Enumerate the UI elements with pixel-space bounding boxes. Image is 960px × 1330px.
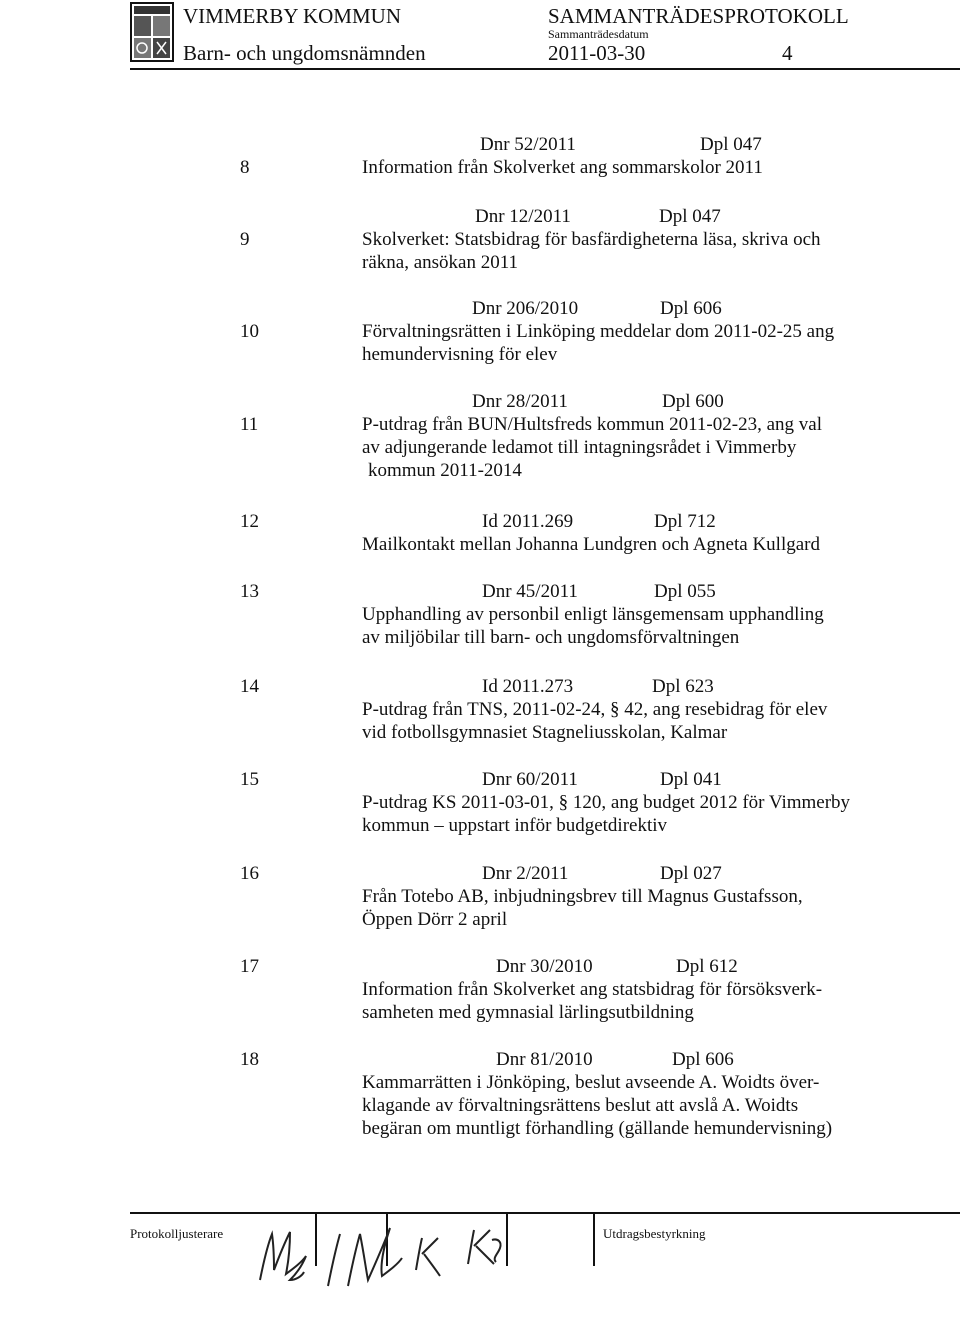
municipality-name: VIMMERBY KOMMUN	[183, 4, 401, 28]
list-item	[240, 675, 900, 744]
entry-dpl: Dpl 041	[660, 769, 722, 790]
signature-divider	[506, 1214, 508, 1266]
list-item	[240, 390, 900, 482]
entry-number: 16	[240, 863, 259, 884]
entry-line: av miljöbilar till barn- och ungdomsförvaltningen	[362, 627, 740, 648]
entry-number: 11	[240, 414, 259, 435]
signature-mark	[250, 1214, 312, 1290]
list-item	[240, 1048, 900, 1140]
entry-line: Kammarrätten i Jönköping, beslut avseende A. Woidts över-	[362, 1072, 820, 1093]
list-item	[240, 580, 900, 649]
list-item	[240, 156, 900, 179]
entry-line: Från Totebo AB, inbjudningsbrev till Magnus Gustafsson,	[362, 886, 803, 907]
entry-line: P-utdrag KS 2011-03-01, § 120, ang budget 2012 för Vimmerby	[362, 792, 851, 813]
entry-line: av adjungerande ledamot till intagningsrådet i Vimmerby	[362, 437, 797, 458]
entry-line: begäran om muntligt förhandling (gällande hemundervisning)	[362, 1118, 833, 1139]
entry-dpl: Dpl 055	[654, 581, 716, 602]
entry-line: Skolverket: Statsbidrag för basfärdigheterna läsa, skriva och	[362, 229, 821, 250]
entry-line: Upphandling av personbil enligt länsgemensam upphandling	[362, 604, 824, 625]
list-item	[240, 133, 900, 156]
entry-number: 9	[240, 229, 250, 250]
entry-line: Information från Skolverket ang sommarskolor 2011	[362, 157, 763, 178]
entry-dnr: Dnr 81/2010	[496, 1049, 593, 1070]
entry-line: P-utdrag från BUN/Hultsfreds kommun 2011-02-23, ang val	[362, 414, 822, 435]
entry-dpl: Dpl 047	[659, 206, 721, 227]
entry-dnr: Dnr 52/2011	[480, 134, 576, 155]
entry-line: klagande av förvaltningsrättens beslut att avslå A. Woidts	[362, 1095, 799, 1116]
entry-id: Id 2011.273	[482, 676, 574, 697]
entry-number: 17	[240, 956, 259, 977]
entry-dnr: Dnr 30/2010	[496, 956, 593, 977]
entry-line: hemundervisning för elev	[362, 344, 558, 365]
page-number: 4	[782, 41, 793, 65]
document-type: SAMMANTRÄDESPROTOKOLL	[548, 4, 849, 28]
entry-number: 18	[240, 1049, 259, 1070]
entry-number: 10	[240, 321, 259, 342]
list-item	[240, 862, 900, 931]
entry-dnr: Dnr 12/2011	[475, 206, 571, 227]
list-item	[240, 955, 900, 1024]
entry-dpl: Dpl 606	[660, 298, 722, 319]
entry-dnr: Dnr 28/2011	[472, 391, 568, 412]
entry-dpl: Dpl 027	[660, 863, 722, 884]
signature-mark	[320, 1214, 460, 1294]
list-item	[240, 510, 900, 556]
entry-line: samheten med gymnasial lärlingsutbildning	[362, 1002, 694, 1023]
entry-line: Öppen Dörr 2 april	[362, 909, 508, 930]
entry-line: P-utdrag från TNS, 2011-02-24, § 42, ang resebidrag för elev	[362, 699, 828, 720]
footer-left-label: Protokolljusterare	[130, 1226, 224, 1241]
entry-dpl: Dpl 623	[652, 676, 714, 697]
entry-dpl: Dpl 047	[700, 134, 762, 155]
entry-dpl: Dpl 712	[654, 511, 716, 532]
committee-name: Barn- och ungdomsnämnden	[183, 41, 426, 65]
entry-number: 14	[240, 676, 259, 697]
list-item	[240, 205, 900, 274]
entry-number: 13	[240, 581, 259, 602]
meeting-date: 2011-03-30	[548, 41, 646, 65]
signature-mark	[462, 1222, 506, 1268]
municipal-crest-icon	[130, 2, 174, 62]
entry-number: 15	[240, 769, 259, 790]
entry-dnr: Dnr 206/2010	[472, 298, 579, 319]
entry-dpl: Dpl 600	[662, 391, 724, 412]
entry-dnr: Dnr 60/2011	[482, 769, 578, 790]
entry-number: 8	[240, 157, 250, 178]
entry-id: Id 2011.269	[482, 511, 574, 532]
entry-line: kommun – uppstart inför budgetdirektiv	[362, 815, 668, 836]
signature-divider	[315, 1214, 317, 1266]
entry-number: 12	[240, 511, 259, 532]
entry-line: Information från Skolverket ang statsbidrag för försöksverk-	[362, 979, 823, 1000]
entry-line: kommun 2011-2014	[368, 460, 522, 481]
entry-dnr: Dnr 45/2011	[482, 581, 578, 602]
list-item	[240, 768, 900, 837]
entry-line: räkna, ansökan 2011	[362, 252, 518, 273]
entry-dpl: Dpl 612	[676, 956, 738, 977]
entry-line: Mailkontakt mellan Johanna Lundgren och Agneta Kullgard	[362, 534, 820, 555]
entry-line: vid fotbollsgymnasiet Stagneliusskolan, Kalmar	[362, 722, 728, 743]
entry-line: Förvaltningsrätten i Linköping meddelar dom 2011-02-25 ang	[362, 321, 835, 342]
header-rule	[130, 68, 960, 70]
entry-dpl: Dpl 606	[672, 1049, 734, 1070]
signature-divider	[593, 1214, 595, 1266]
entry-dnr: Dnr 2/2011	[482, 863, 569, 884]
date-label: Sammanträdesdatum	[548, 27, 649, 41]
footer-right-label: Utdragsbestyrkning	[603, 1226, 706, 1241]
list-item	[240, 297, 900, 366]
